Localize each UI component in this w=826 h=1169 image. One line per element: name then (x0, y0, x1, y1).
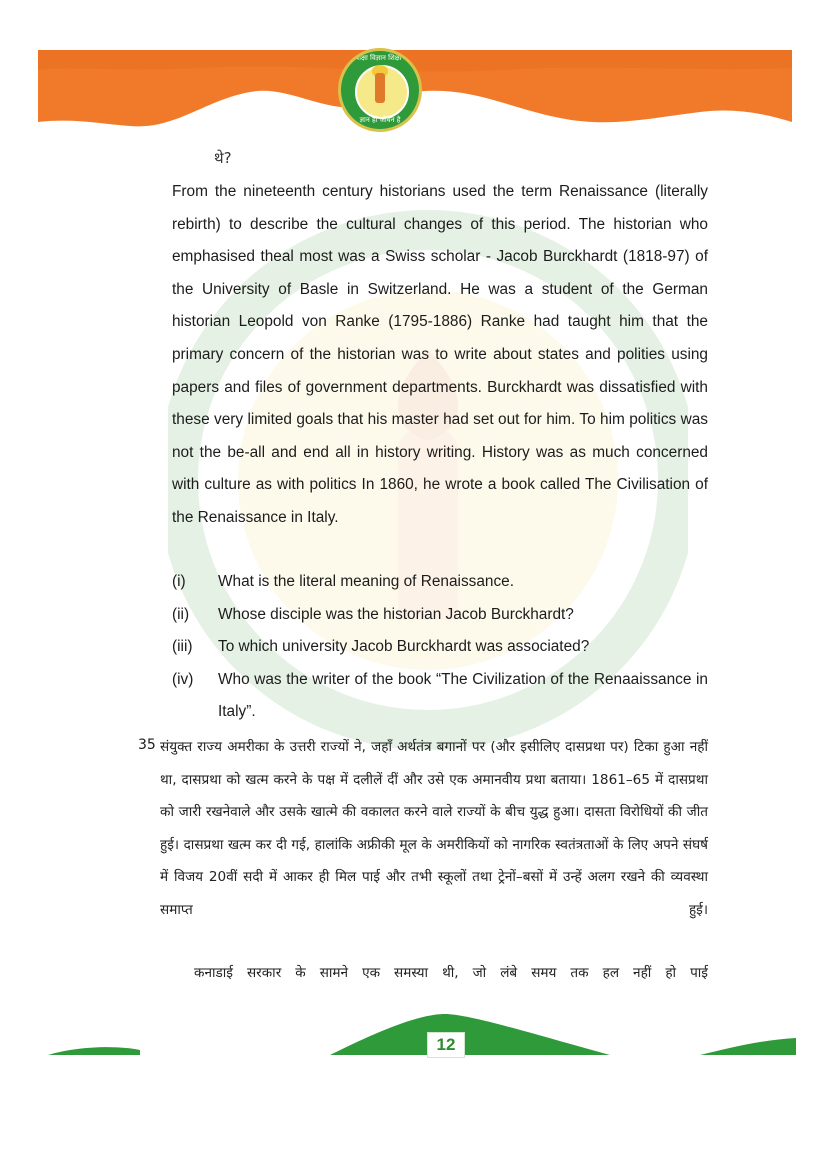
question-item (172, 631, 708, 664)
logo-ring-text-bottom: ज्ञान ही जीवन है (359, 116, 401, 124)
question-text: What is the literal meaning of Renaissance. (218, 573, 514, 590)
question-item (172, 566, 708, 599)
question-text: To which university Jacob Burckhardt was associated? (218, 638, 590, 656)
continued-hindi-text: थे? (214, 149, 232, 167)
question-list (172, 566, 708, 729)
logo-ring-text-top: सर्वशिक्षा विज्ञान शिक्षा सेवा (345, 54, 415, 62)
passage-paragraph: From the nineteenth century historians used the term Renaissance (literally rebirth) to describe the cultural changes of this period. The historian who emphasised theal most was a Swiss scholar - Jacob Burckhardt (1818-97) of the University of Basle in Switzerland. He was a student of the German historian Leopold von Ranke (1795-1886) Ranke had taught him that the primary concern of the historian was to write about states and polities using papers and files of government departments. Burckhardt was dissatisfied with these very limited goals that his master had set out for him. To him politics was not the be-all and end all in history writing. History was as much concerned with culture as with politics In 1860, he wrote a book called The Civilisation of the Renaissance in Italy. (172, 183, 708, 526)
question-text: Whose disciple was the historian Jacob Burckhardt? (218, 605, 574, 623)
page-number: 12 (427, 1032, 465, 1058)
question-35-number: 35 (138, 737, 156, 753)
footer-center-hill (330, 1014, 610, 1055)
question-number: (ii) (172, 605, 190, 623)
footer-right-wave (700, 1038, 796, 1055)
question-number: (i) (172, 573, 186, 590)
question-item (172, 664, 708, 729)
question-number: (iii) (172, 638, 193, 656)
question-35-continuation: कनाडाई सरकार के सामने एक समस्या थी, जो लंबे समय तक हल नहीं हो पाई (194, 965, 708, 981)
question-35-text: संयुक्त राज्य अमरीका के उत्तरी राज्यों ने, जहाँ अर्थतंत्र बगानों पर (और इसीलिए दासप्रथा पर) टिका हुआ नहीं था, दासप्रथा को खत्म करने के पक्ष में दलीलें दीं और उसे एक अमानवीय प्रथा बताया। 1861–65 में दासप्रथा को जारी रखनेवाले और उसके खात्मे की वकालत करने वाले राज्यों के बीच युद्ध हुआ। दासता विरोधियों की जीत हुई। दासप्रथा खत्म कर दी गई, हालांकि अफ्रीकी मूल के अमरीकियों को नागरिक स्वतंत्रताओं के लिए अपने संघर्ष में विजय 20वीं सदी में आकर ही मिल पाई और तभी स्कूलों तथा ट्रेनों–बसों में उन्हें अलग रखने की व्यवस्था समाप्त हुई। (160, 739, 708, 918)
question-text: Who was the writer of the book “The Civilization of the Renaaissance in Italy”. (218, 670, 708, 721)
question-item (172, 599, 708, 632)
footer-green-band (0, 1000, 826, 1070)
footer-left-wave (48, 1047, 140, 1055)
question-number: (iv) (172, 670, 194, 688)
